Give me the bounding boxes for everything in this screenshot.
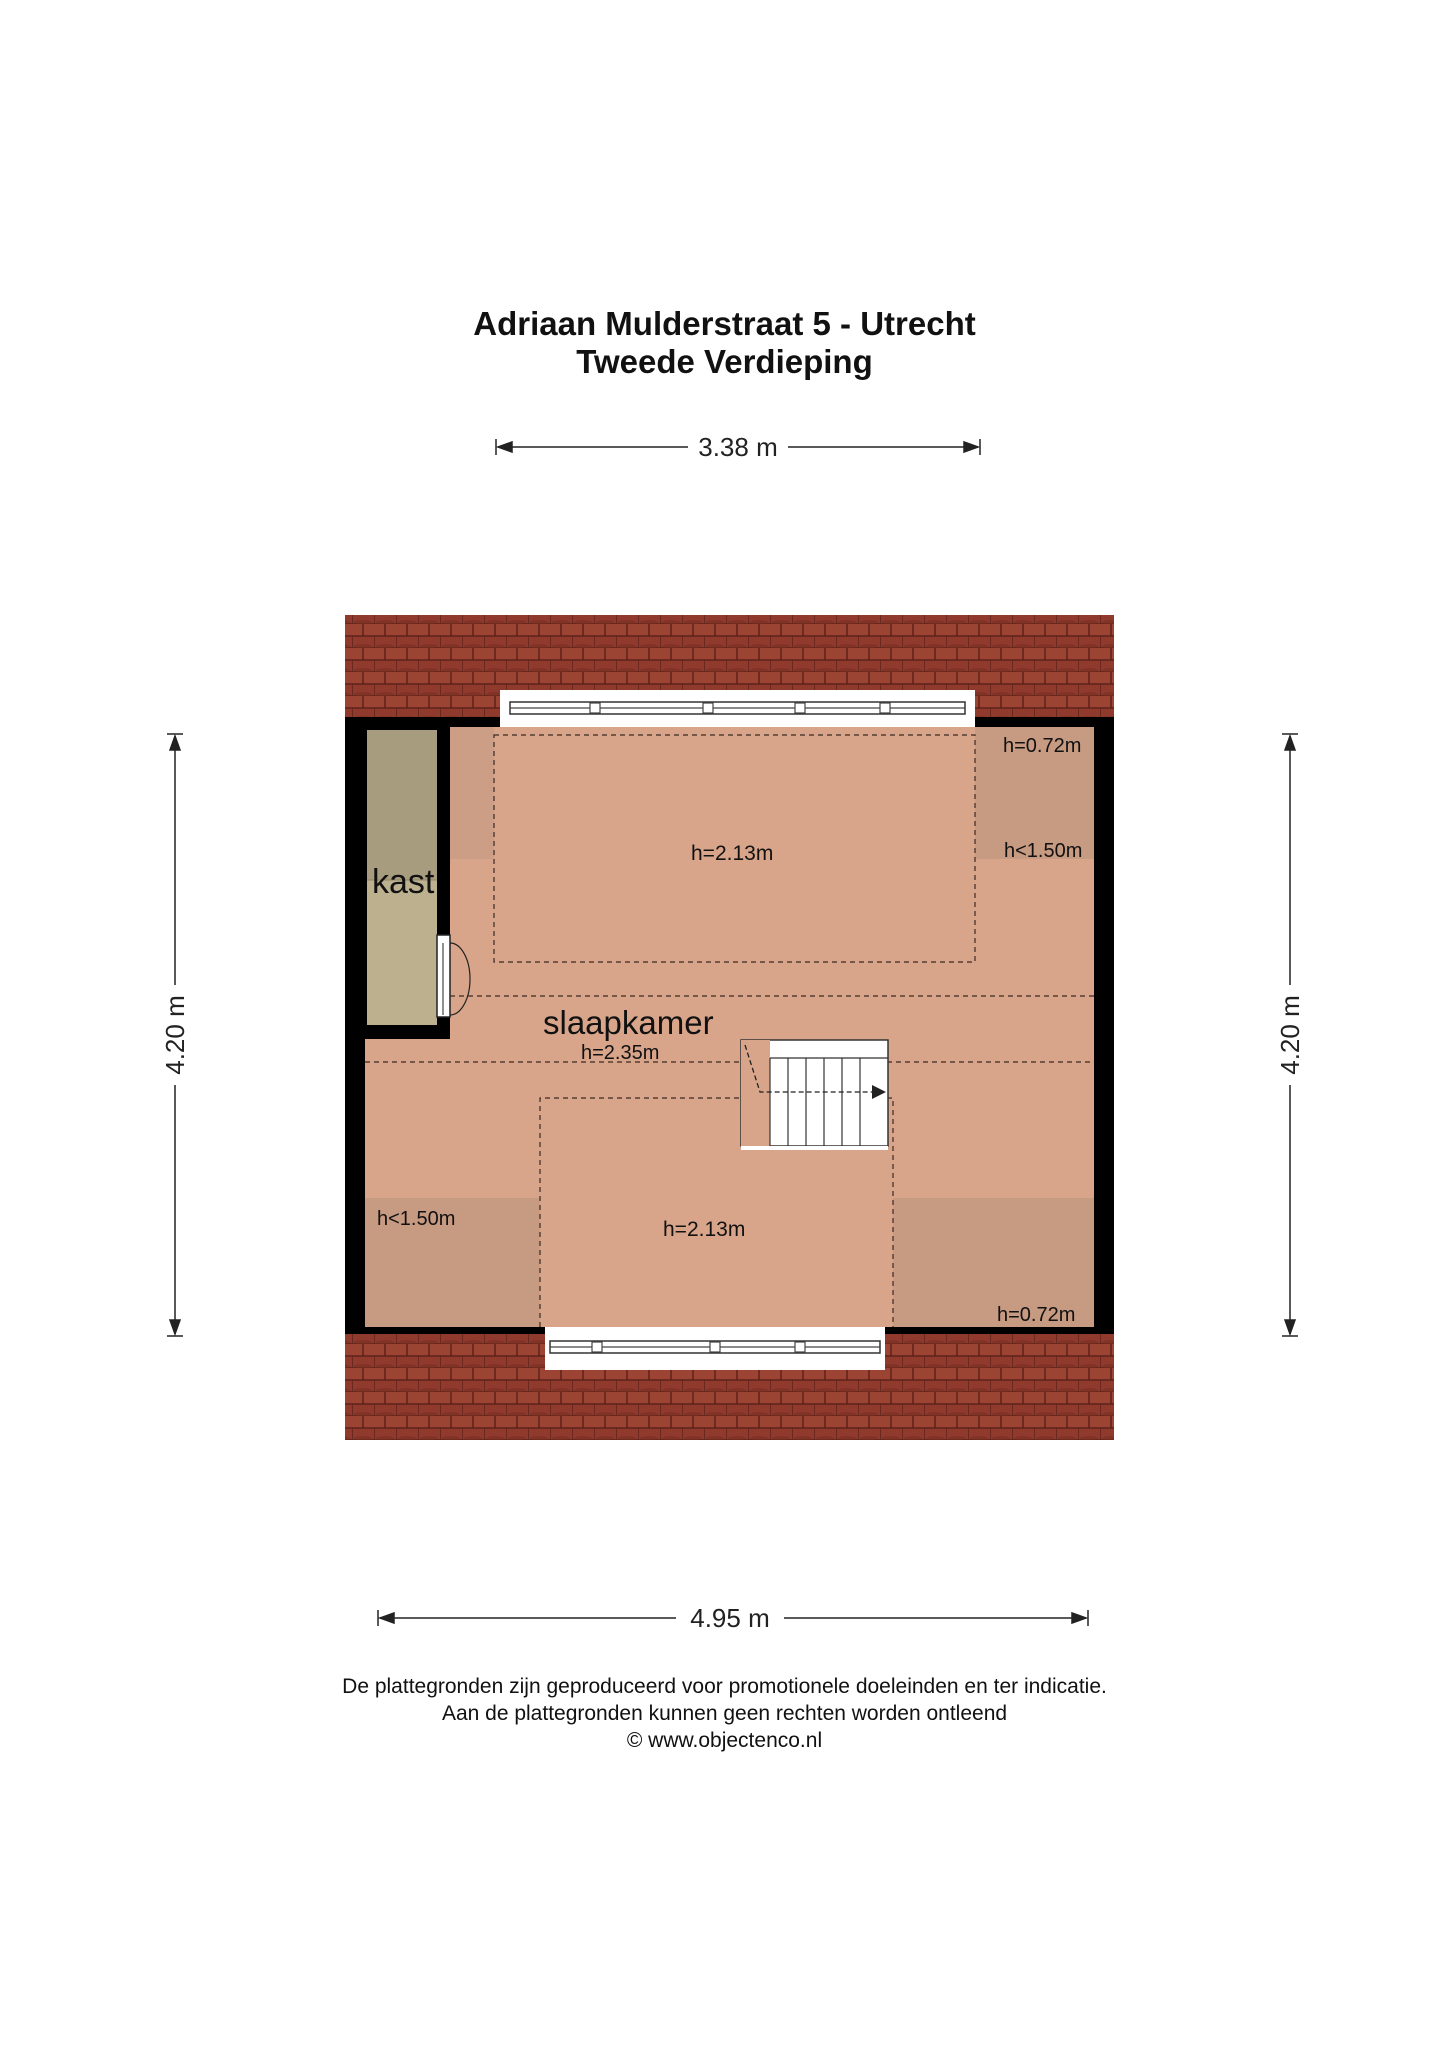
height-top-right-low: h=0.72m xyxy=(1003,735,1082,757)
dim-left-label: 4.20 m xyxy=(160,995,190,1075)
plan-title: Adriaan Mulderstraat 5 - Utrecht xyxy=(473,305,976,342)
dim-right-label: 4.20 m xyxy=(1275,995,1305,1075)
disclaimer-line-1: De plattegronden zijn geproduceerd voor promotionele doeleinden en ter indicatie. xyxy=(342,1675,1107,1698)
closet-label: kast xyxy=(372,863,435,901)
height-bottom-right-low: h=0.72m xyxy=(997,1304,1076,1326)
floor-name: Tweede Verdieping xyxy=(576,343,873,380)
dim-bottom-label: 4.95 m xyxy=(690,1603,770,1633)
staircase xyxy=(741,1040,888,1150)
height-bottom-left-mid: h<1.50m xyxy=(377,1208,456,1230)
dim-top-label: 3.38 m xyxy=(698,432,778,462)
height-bottom-dormer: h=2.13m xyxy=(663,1218,746,1241)
low-zone-top-left xyxy=(450,727,494,859)
copyright-line: © www.objectenco.nl xyxy=(626,1729,823,1752)
room-label: slaapkamer xyxy=(543,1004,714,1041)
height-top-right-mid: h<1.50m xyxy=(1004,840,1083,862)
height-center: h=2.35m xyxy=(581,1042,660,1064)
height-top-dormer: h=2.13m xyxy=(691,842,774,865)
disclaimer-line-2: Aan de plattegronden kunnen geen rechten worden ontleend xyxy=(441,1702,1008,1725)
